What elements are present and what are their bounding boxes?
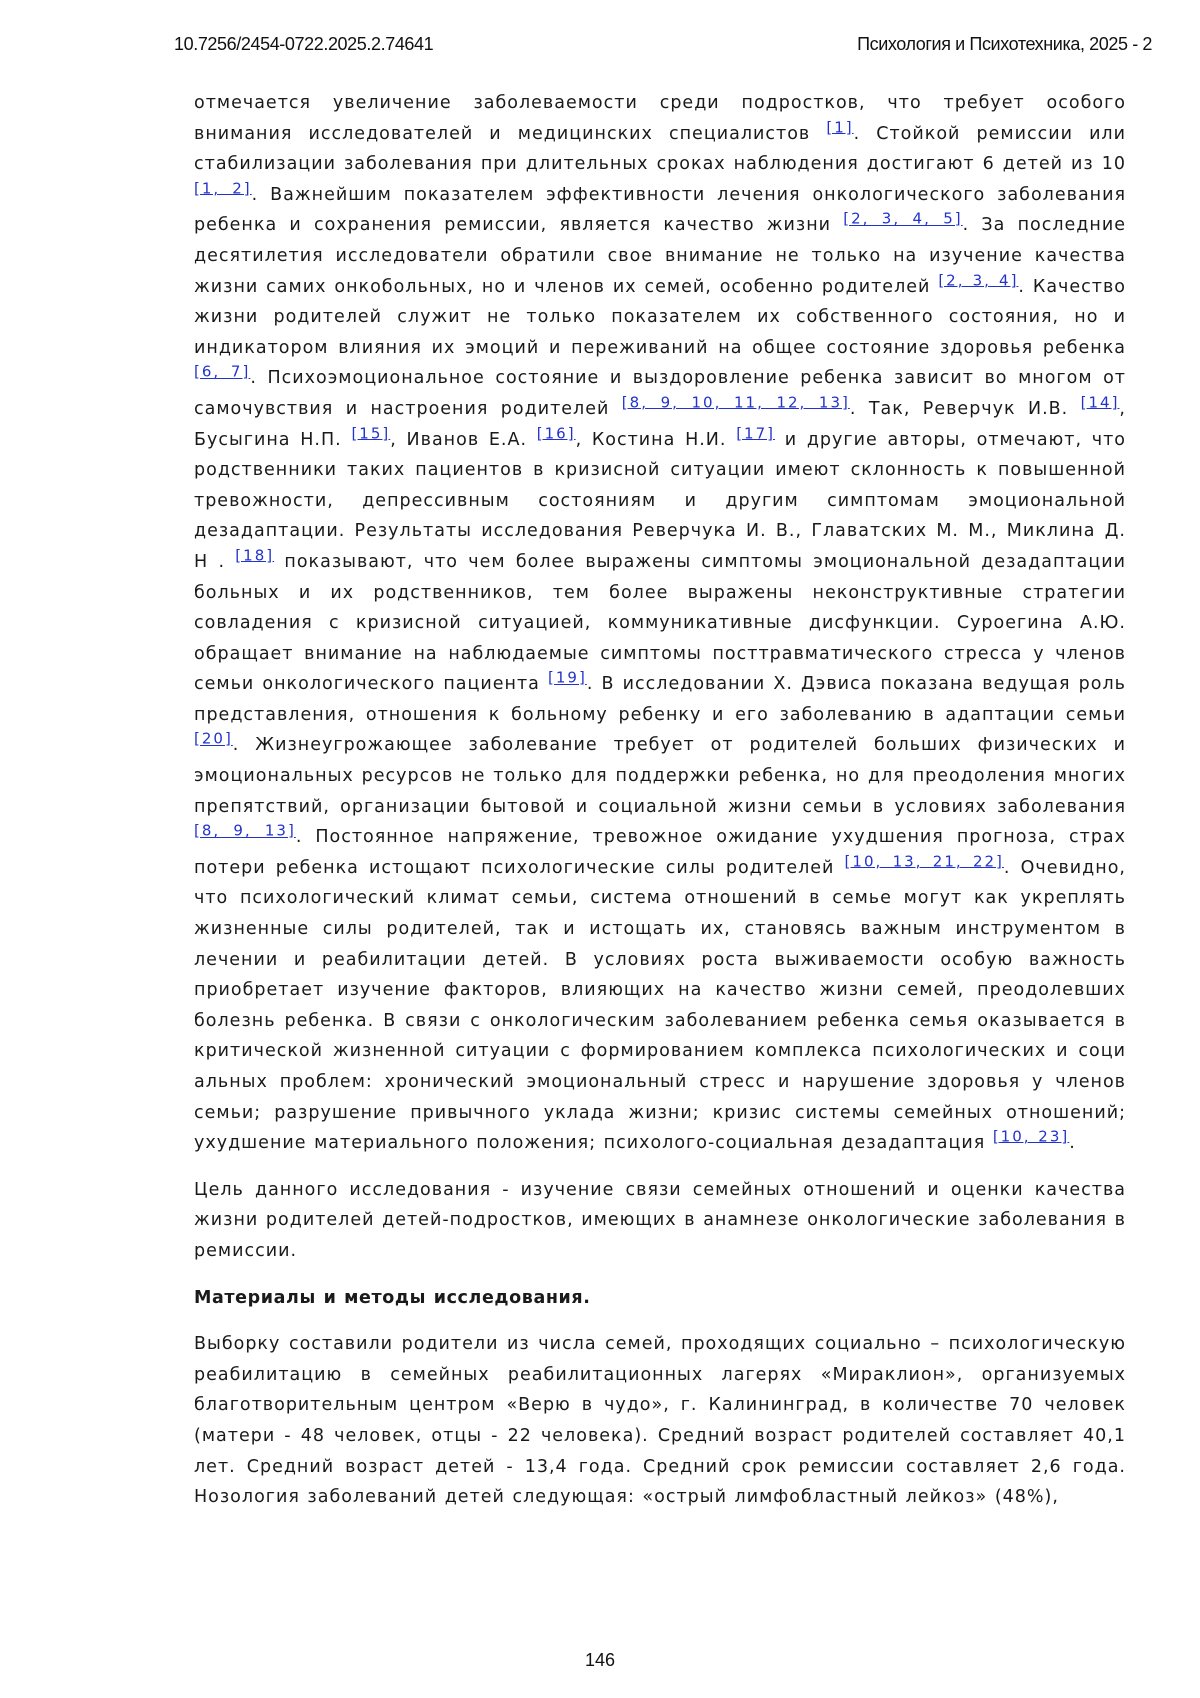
paragraph-aim: Цель данного исследования - изучение связи семейных отношений и оценки качества жизни родителей детей-подростков, имеющих в анамнезе онкологические заболевания в ремиссии. bbox=[194, 1175, 1126, 1267]
citation-ref bbox=[194, 363, 250, 381]
citation-ref bbox=[1081, 393, 1120, 411]
citation-ref bbox=[194, 179, 252, 197]
text-run: . Качество жизни родителей служит не только показателем их собственного состояния, но и индикатором влияния их эмоций и переживаний на общее состояние здоровья ребенка bbox=[194, 277, 1126, 358]
paragraph-methods: Выборку составили родители из числа семей, проходящих социально – психологическую реабилитацию в семейных реабилитационных лагерях «Мираклион», организуемых благотворительным центром «Верю в чудо», г. Калининград, в количестве 70 человек (матери - 48 человек, отцы - 22 человека). Средний возраст родителей составляет 40,1 лет. Средний возраст детей - 13,4 года. Средний срок ремиссии составляет 2,6 года. Нозология заболеваний детей следующая: «острый лимфобластный лейкоз» (48%), bbox=[194, 1329, 1126, 1513]
citation-ref bbox=[548, 669, 587, 687]
text-run: . Жизнеугрожающее заболевание требует от родителей больших физических и эмоциональных ресурсов не только для поддержки ребенка, но для преодоления многих препятствий, организации бытовой и социальной жизни семьи в условиях заболевания bbox=[194, 735, 1126, 816]
citation-link[interactable]: [10, 13, 21, 22] bbox=[845, 852, 1004, 870]
text-run: . Психоэмоциональное состояние и выздоровление ребенка зависит во многом от самочувствия и настроения родителей bbox=[194, 368, 1126, 419]
header-doi: 10.7256/2454-0722.2025.2.74641 bbox=[174, 34, 433, 55]
citation-ref bbox=[537, 424, 576, 442]
citation-ref bbox=[845, 852, 1004, 870]
citation-ref bbox=[351, 424, 390, 442]
citation-link[interactable]: [16] bbox=[537, 424, 576, 442]
citation-ref bbox=[826, 118, 853, 136]
text-run: показывают, что чем более выражены симптомы эмоциональной дезадаптации больных и их родственников, тем более выражены неконструктивные стратегии совладения с кризисной ситуацией, коммуникативные дисфункции. Суроегина А.Ю. обращает внимание на наблюдаемые симптомы посттравматического стресса у членов семьи онкологического пациента bbox=[194, 552, 1126, 694]
text-run: . Важнейшим показателем эффективности лечения онкологического заболевания ребенка и сохранения ремиссии, является качество жизни bbox=[194, 185, 1126, 236]
citation-ref bbox=[843, 210, 962, 228]
text-run: , Иванов Е.А. bbox=[390, 430, 537, 450]
header-journal: Психология и Психотехника, 2025 - 2 bbox=[857, 34, 1152, 55]
citation-link[interactable]: [18] bbox=[235, 546, 274, 564]
text-run: . В исследовании Х. Дэвиса показана ведущая роль представления, отношения к больному ребенку и его заболеванию в адаптации семьи bbox=[194, 674, 1126, 725]
text-run: , Костина Н.И. bbox=[576, 430, 737, 450]
citation-link[interactable]: [10, 23] bbox=[993, 1127, 1069, 1145]
text-run: . bbox=[1069, 1133, 1076, 1153]
page-number: 146 bbox=[0, 1650, 1200, 1671]
citation-ref bbox=[736, 424, 775, 442]
citation-link[interactable]: [20] bbox=[194, 730, 233, 748]
text-run: . Постоянное напряжение, тревожное ожидание ухудшения прогноза, страх потери ребенка истощают психологические силы родителей bbox=[194, 827, 1126, 878]
citation-ref bbox=[622, 393, 850, 411]
citation-link[interactable]: [2, 3, 4] bbox=[938, 271, 1018, 289]
citation-link[interactable]: [17] bbox=[736, 424, 775, 442]
text-run: и другие авторы, отмечают, что родственники таких пациентов в кризисной ситуации имеют склонность к повышенной тревожности, депрессивным состояниям и другим симптомам эмоциональной дезадаптации. Результаты исследования Реверчука И. В., Главатских М. М., Миклина Д. Н . bbox=[194, 430, 1126, 572]
text-run: отмечается увеличение заболеваемости среди подростков, что требует особого внимания исследователей и медицинских специалистов bbox=[194, 93, 1126, 144]
text-run: , Бусыгина Н.П. bbox=[194, 399, 1126, 450]
citation-link[interactable]: [6, 7] bbox=[194, 363, 250, 381]
citation-link[interactable]: [15] bbox=[351, 424, 390, 442]
citation-link[interactable]: [8, 9, 10, 11, 12, 13] bbox=[622, 393, 850, 411]
citation-link[interactable]: [1, 2] bbox=[194, 179, 252, 197]
citation-ref bbox=[194, 730, 233, 748]
citation-ref bbox=[235, 546, 274, 564]
text-run: . За последние десятилетия исследователи обратили свое внимание не только на изучение качества жизни самих онкобольных, но и членов их семей, особенно родителей bbox=[194, 215, 1126, 296]
citation-ref bbox=[993, 1127, 1069, 1145]
section-heading: Материалы и методы исследования. bbox=[194, 1283, 1126, 1314]
citation-link[interactable]: [14] bbox=[1081, 393, 1120, 411]
text-run: . Стойкой ремиссии или стабилизации заболевания при длительных сроках наблюдения достигают 6 детей из 10 bbox=[194, 124, 1126, 175]
paragraph-intro bbox=[194, 88, 1126, 1159]
article-body bbox=[194, 88, 1126, 1513]
text-run: . Очевидно, что психологический климат семьи, система отношений в семье могут как укреплять жизненные силы родителей, так и истощать их, становясь важным инструментом в лечении и реабилитации детей. В условиях роста выживаемости особую важность приобретает изучение факторов, влияющих на качество жизни семей, преодолевших болезнь ребенка. В связи с онкологическим заболеванием ребенка семья оказывается в критической жизненной ситуации с формированием комплекса психологических и соци альных проблем: хронический эмоциональный стресс и нарушение здоровья у членов семьи; разрушение привычного уклада жизни; кризис системы семейных отношений; ухудшение материального положения; психолого-социальная дезадаптация bbox=[194, 858, 1126, 1153]
citation-link[interactable]: [8, 9, 13] bbox=[194, 822, 296, 840]
citation-link[interactable]: [19] bbox=[548, 669, 587, 687]
text-run: . Так, Реверчук И.В. bbox=[850, 399, 1081, 419]
citation-ref bbox=[938, 271, 1018, 289]
citation-link[interactable]: [2, 3, 4, 5] bbox=[843, 210, 962, 228]
citation-link[interactable]: [1] bbox=[826, 118, 853, 136]
citation-ref bbox=[194, 822, 296, 840]
